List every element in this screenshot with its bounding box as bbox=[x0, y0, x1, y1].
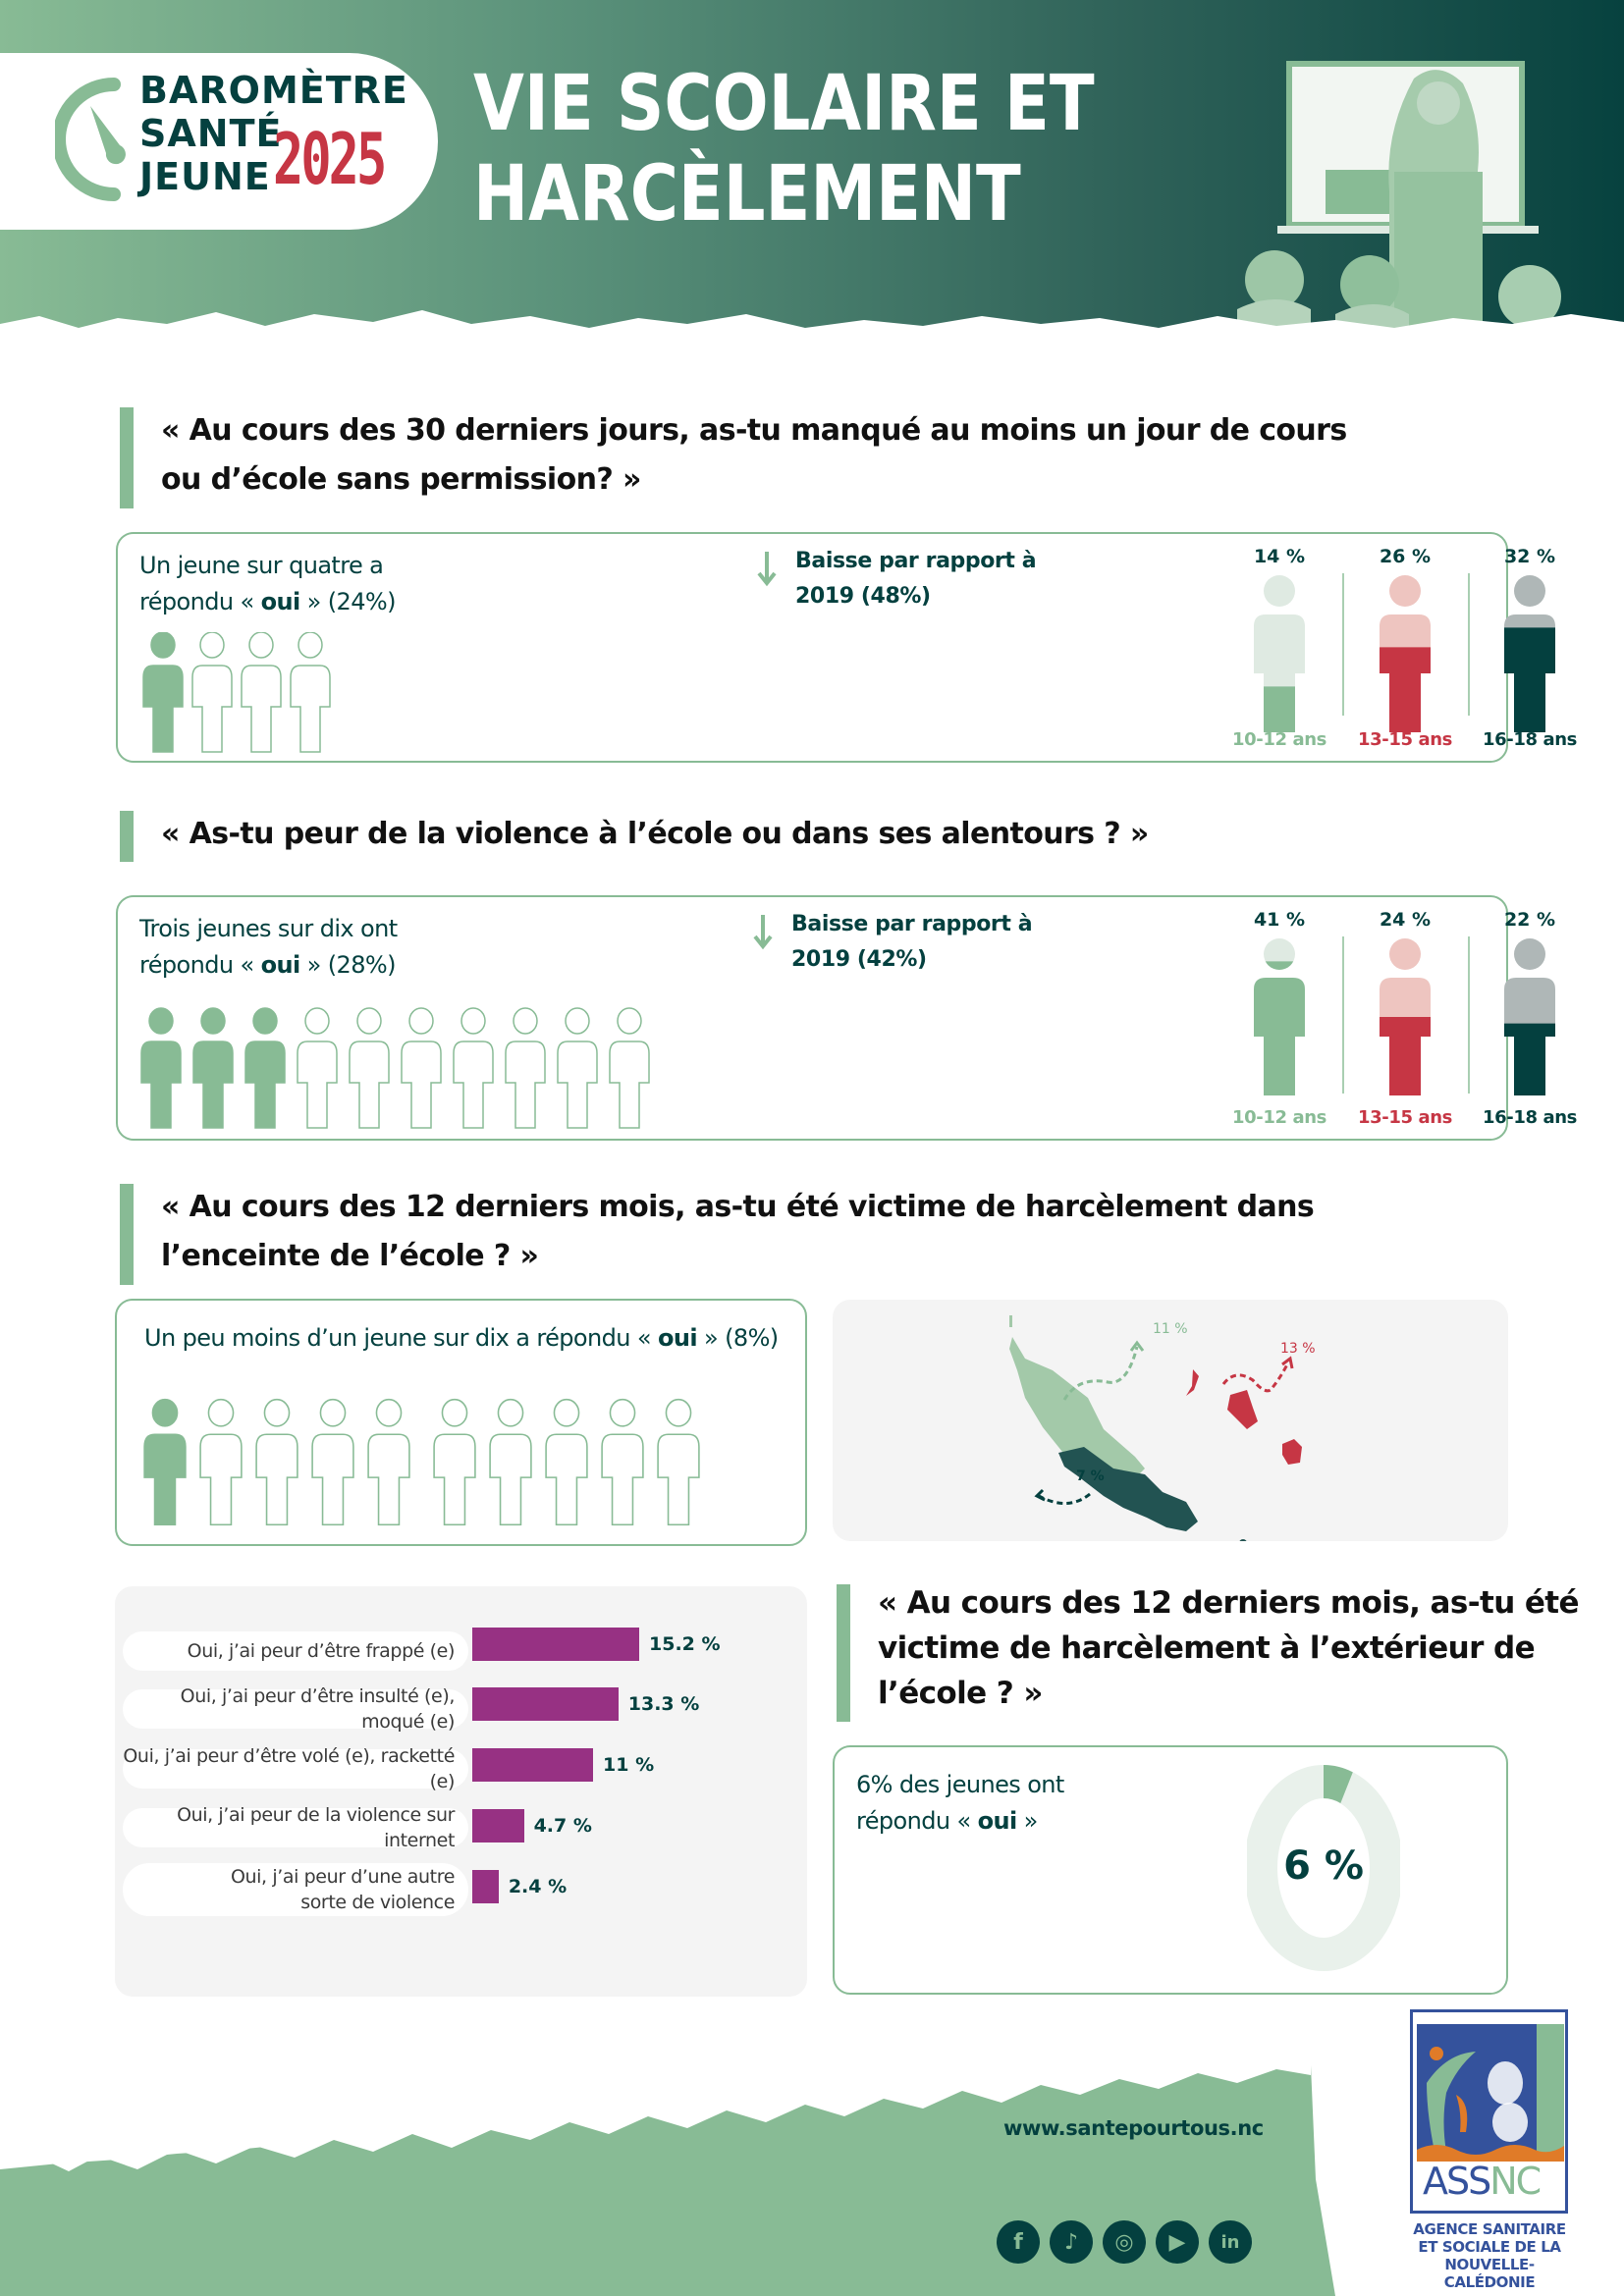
age-percentage: 32 % bbox=[1503, 546, 1556, 567]
fears-bar-chart-panel bbox=[115, 1586, 807, 1997]
age-person-figure bbox=[1500, 938, 1559, 1095]
trend-line-1: Baisse par rapport à bbox=[791, 912, 1033, 936]
youtube-icon[interactable]: ▶ bbox=[1156, 2220, 1199, 2264]
assnc-wordmark-b: NC bbox=[1489, 2160, 1541, 2203]
tiktok-icon[interactable]: ♪ bbox=[1050, 2220, 1093, 2264]
bar-value: 15.2 % bbox=[649, 1633, 721, 1655]
question-3-line-1: « Au cours des 12 derniers mois, as-tu été victime de harcèlement dans bbox=[161, 1190, 1315, 1224]
pictogram-row bbox=[142, 1397, 771, 1529]
person-icon-outline bbox=[452, 1005, 495, 1138]
question-4-stat bbox=[856, 1767, 1064, 1840]
question-2-line-1: « As-tu peur de la violence à l’école ou dans ses alentours ? » bbox=[161, 817, 1149, 851]
question-1-heading bbox=[161, 406, 1347, 505]
person-icon-outline bbox=[504, 1005, 547, 1138]
person-icon-outline bbox=[608, 1005, 651, 1138]
question-accent-bar bbox=[120, 1184, 134, 1285]
bar bbox=[472, 1809, 524, 1842]
column-divider bbox=[1342, 936, 1344, 1094]
facebook-icon[interactable]: f bbox=[997, 2220, 1040, 2264]
person-icon-outline bbox=[190, 632, 234, 759]
person-icon-outline bbox=[488, 1397, 533, 1534]
bar-label: Oui, j’ai peur d’être volé (e), racketté (e) bbox=[123, 1749, 468, 1789]
org-line-1: AGENCE SANITAIRE bbox=[1413, 2220, 1566, 2238]
column-divider bbox=[1468, 936, 1470, 1094]
stat-suffix: » (28%) bbox=[299, 951, 396, 979]
assnc-caption bbox=[1406, 2220, 1573, 2291]
age-percentage: 26 % bbox=[1379, 546, 1432, 567]
trend-line-1: Baisse par rapport à bbox=[795, 549, 1037, 573]
stat-line-2 bbox=[139, 584, 396, 620]
bar-value: 13.3 % bbox=[627, 1693, 700, 1715]
stat-prefix: répondu « bbox=[139, 588, 261, 615]
map-label-north: 11 % bbox=[1153, 1321, 1188, 1337]
trend-line-2: 2019 (48%) bbox=[795, 584, 931, 609]
bar-value: 4.7 % bbox=[533, 1815, 592, 1837]
question-1-stat bbox=[139, 548, 396, 620]
logo-line-1: BAROMÈTRE bbox=[139, 69, 408, 112]
assnc-logo bbox=[1410, 2009, 1568, 2214]
stat-line-1: Trois jeunes sur dix ont bbox=[139, 915, 398, 942]
person-icon-filled bbox=[244, 1005, 287, 1138]
age-person-figure bbox=[1500, 575, 1559, 732]
fears-bar-chart bbox=[115, 1586, 807, 1997]
grunge-edge-decoration bbox=[0, 294, 1624, 353]
stat-bold: oui bbox=[977, 1807, 1017, 1835]
logo-line-3: JEUNE bbox=[139, 155, 271, 198]
question-2-stat bbox=[139, 911, 398, 984]
person-icon-filled bbox=[191, 1005, 235, 1138]
question-accent-bar bbox=[120, 407, 134, 508]
title-line-2: HARCÈLEMENT bbox=[473, 150, 1021, 239]
pictogram-row bbox=[139, 1005, 689, 1133]
bar-value: 11 % bbox=[603, 1754, 655, 1776]
question-3-line-2: l’enceinte de l’école ? » bbox=[161, 1239, 539, 1273]
stat-suffix: » (24%) bbox=[299, 588, 396, 615]
age-group-label: 16-18 ans bbox=[1483, 729, 1577, 750]
map-label-islands: 13 % bbox=[1280, 1341, 1316, 1357]
arrow-down-icon bbox=[753, 915, 773, 950]
person-icon-outline bbox=[240, 632, 283, 759]
bar bbox=[472, 1687, 619, 1721]
donut-value: 6 % bbox=[1283, 1843, 1364, 1889]
bar-label: Oui, j’ai peur d’une autre sorte de violence bbox=[123, 1863, 468, 1916]
logo-line-2: SANTÉ bbox=[139, 112, 283, 155]
stat-line-1: Un jeune sur quatre a bbox=[139, 552, 384, 579]
assnc-wordmark-a: ASS bbox=[1423, 2160, 1490, 2203]
bar bbox=[472, 1748, 593, 1782]
stat-prefix: Un peu moins d’un jeune sur dix a répondu « bbox=[144, 1324, 658, 1352]
question-1-line-1: « Au cours des 30 derniers jours, as-tu manqué au moins un jour de cours bbox=[161, 413, 1347, 448]
age-breakdown bbox=[1100, 897, 1577, 1143]
age-percentage: 41 % bbox=[1253, 909, 1306, 931]
person-icon-outline bbox=[348, 1005, 391, 1138]
instagram-icon[interactable]: ◎ bbox=[1103, 2220, 1146, 2264]
footer-grunge-band bbox=[0, 2061, 1624, 2296]
age-person-figure bbox=[1376, 938, 1435, 1095]
person-icon-outline bbox=[310, 1397, 355, 1534]
website-link[interactable]: www.santepourtous.nc bbox=[1003, 2116, 1264, 2140]
age-percentage: 24 % bbox=[1379, 909, 1432, 931]
stat-line-1: 6% des jeunes ont bbox=[856, 1771, 1064, 1798]
question-4-card bbox=[833, 1745, 1508, 1995]
question-1-card bbox=[116, 532, 1577, 763]
age-person-figure bbox=[1376, 575, 1435, 732]
assnc-wordmark bbox=[1423, 2160, 1540, 2203]
age-breakdown bbox=[1100, 534, 1577, 765]
person-icon-outline bbox=[432, 1397, 477, 1534]
column-divider bbox=[1468, 573, 1470, 716]
question-2-heading bbox=[161, 810, 1149, 859]
person-icon-outline bbox=[544, 1397, 589, 1534]
person-icon-filled bbox=[141, 632, 185, 759]
person-icon-outline bbox=[296, 1005, 339, 1138]
title-line-1: VIE SCOLAIRE ET bbox=[473, 60, 1095, 148]
stat-bold: oui bbox=[658, 1324, 698, 1352]
question-4-line-3: l’école ? » bbox=[878, 1676, 1043, 1711]
org-line-3: NOUVELLE-CALÉDONIE bbox=[1443, 2256, 1536, 2291]
person-icon-outline bbox=[400, 1005, 443, 1138]
question-1-line-2: ou d’école sans permission? » bbox=[161, 462, 641, 497]
person-icon-filled bbox=[139, 1005, 183, 1138]
question-3-heading bbox=[161, 1183, 1314, 1281]
person-icon-outline bbox=[600, 1397, 645, 1534]
person-icon-outline bbox=[656, 1397, 701, 1534]
column-divider bbox=[1342, 573, 1344, 716]
question-4-line-2: victime de harcèlement à l’extérieur de bbox=[878, 1630, 1535, 1666]
assnc-emblem-icon bbox=[1417, 2024, 1564, 2162]
stat-suffix: » bbox=[1016, 1807, 1038, 1835]
pictogram-row bbox=[141, 632, 534, 750]
bar bbox=[472, 1628, 639, 1661]
bar-value: 2.4 % bbox=[508, 1876, 568, 1897]
age-person-figure bbox=[1250, 938, 1309, 1095]
assnc-logo-emblem bbox=[1417, 2024, 1564, 2162]
stat-prefix: répondu « bbox=[856, 1807, 978, 1835]
logo-year: 2025 bbox=[273, 118, 385, 200]
stat-bold: oui bbox=[260, 588, 300, 615]
social-links bbox=[997, 2220, 1252, 2264]
age-group-label: 16-18 ans bbox=[1483, 1107, 1577, 1128]
bar bbox=[472, 1870, 499, 1903]
question-2-card bbox=[116, 895, 1577, 1141]
question-accent-bar bbox=[120, 811, 134, 862]
stat-bold: oui bbox=[260, 951, 300, 979]
age-group-label: 10-12 ans bbox=[1232, 729, 1326, 750]
person-icon-outline bbox=[289, 632, 332, 759]
question-3-stat bbox=[144, 1320, 779, 1357]
person-icon-filled bbox=[142, 1397, 188, 1534]
person-icon-outline bbox=[366, 1397, 411, 1534]
region-map-panel bbox=[833, 1300, 1508, 1541]
bar-label: Oui, j’ai peur de la violence sur internet bbox=[123, 1808, 468, 1847]
page-title bbox=[473, 59, 1095, 240]
question-4-heading bbox=[878, 1580, 1579, 1716]
person-icon-outline bbox=[254, 1397, 299, 1534]
question-1-trend bbox=[795, 544, 1036, 614]
arrow-down-icon bbox=[757, 552, 777, 587]
stat-line-2 bbox=[856, 1803, 1064, 1840]
bar-label: Oui, j’ai peur d’être insulté (e), moqué (e) bbox=[123, 1689, 468, 1729]
stat-suffix: » (8%) bbox=[697, 1324, 779, 1352]
map-label-south: 7 % bbox=[1076, 1468, 1105, 1484]
org-line-2: ET SOCIALE DE LA bbox=[1418, 2238, 1561, 2256]
age-person-figure bbox=[1250, 575, 1309, 732]
header-banner bbox=[0, 0, 1624, 353]
stat-prefix: répondu « bbox=[139, 951, 261, 979]
age-percentage: 14 % bbox=[1253, 546, 1306, 567]
person-icon-outline bbox=[556, 1005, 599, 1138]
question-3-card bbox=[115, 1299, 807, 1546]
linkedin-icon[interactable]: in bbox=[1209, 2220, 1252, 2264]
question-accent-bar bbox=[837, 1584, 850, 1722]
question-4-line-1: « Au cours des 12 derniers mois, as-tu été bbox=[878, 1585, 1579, 1621]
age-group-label: 13-15 ans bbox=[1358, 1107, 1452, 1128]
age-percentage: 22 % bbox=[1503, 909, 1556, 931]
bar-label: Oui, j’ai peur d’être frappé (e) bbox=[123, 1631, 468, 1671]
age-group-label: 10-12 ans bbox=[1232, 1107, 1326, 1128]
person-icon-outline bbox=[198, 1397, 244, 1534]
trend-line-2: 2019 (42%) bbox=[791, 947, 927, 972]
stat-line-2 bbox=[139, 947, 398, 984]
question-2-trend bbox=[791, 907, 1032, 978]
age-group-label: 13-15 ans bbox=[1358, 729, 1452, 750]
